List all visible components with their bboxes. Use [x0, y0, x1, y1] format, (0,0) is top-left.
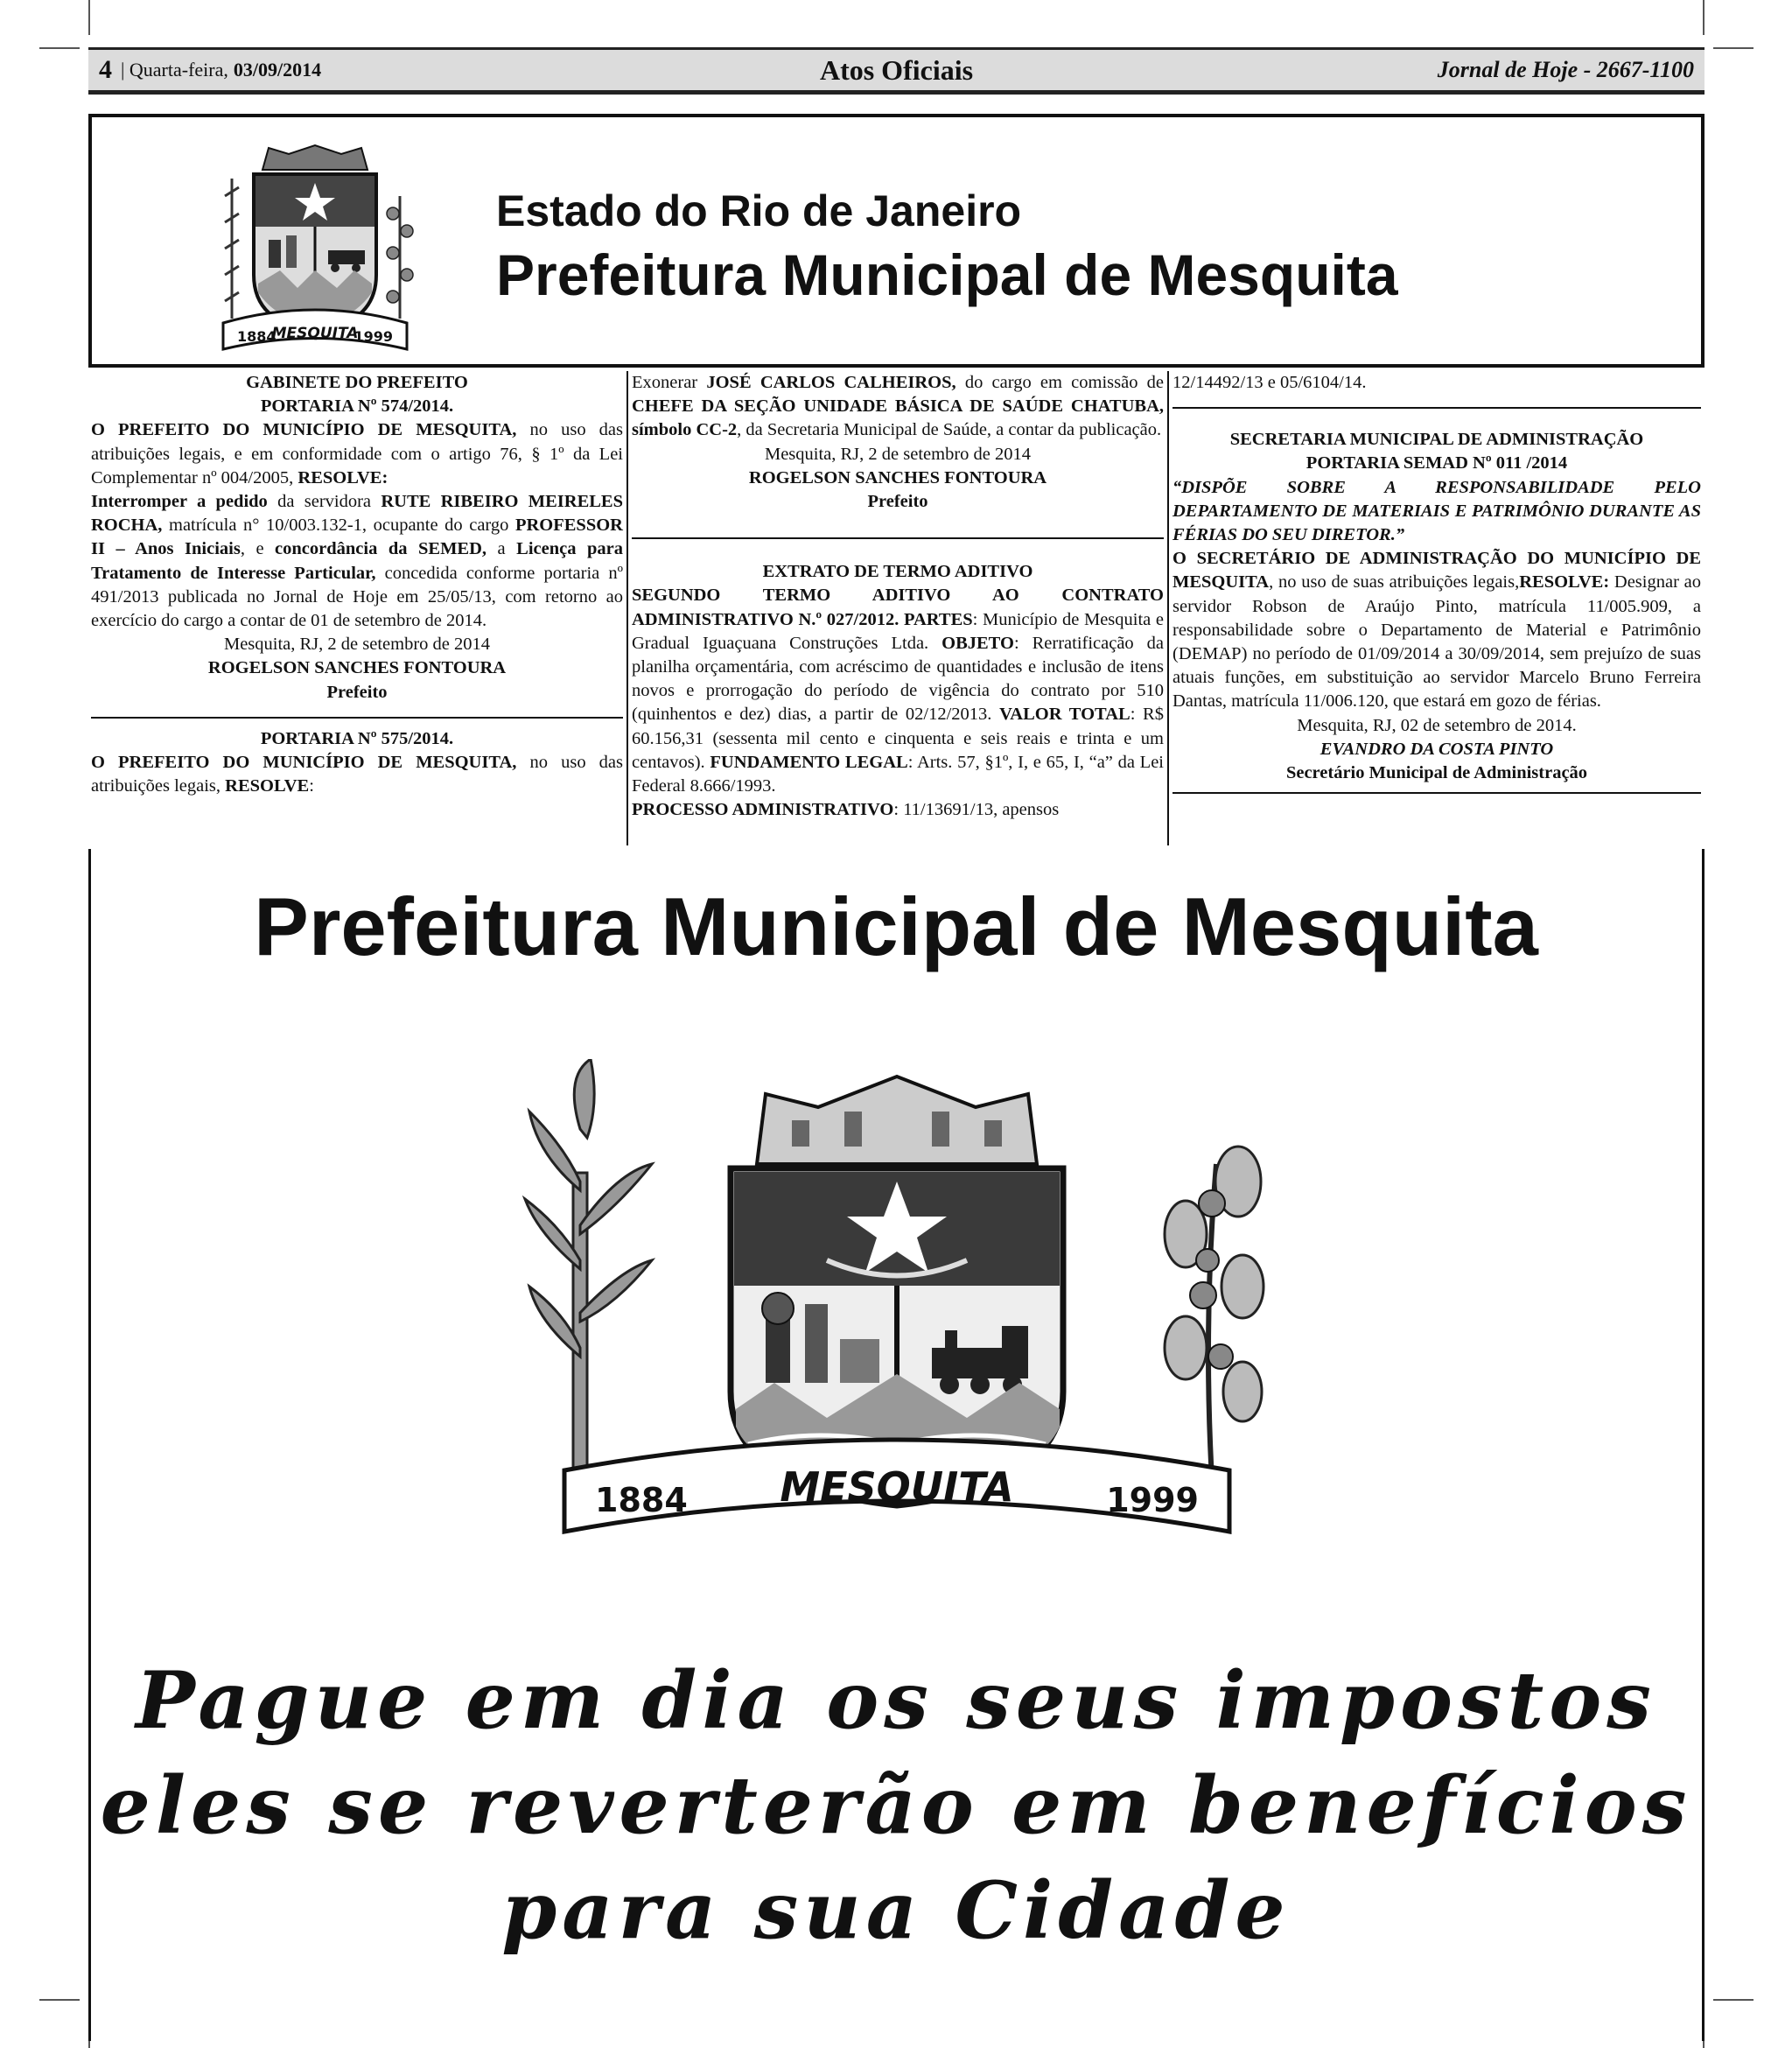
portaria-semad-resolve: RESOLVE: — [1519, 572, 1610, 593]
crop-mark — [39, 47, 80, 49]
extract-body — [632, 584, 1164, 822]
column-1 — [91, 371, 623, 798]
publication-name: Jornal de Hoje - 2667-1100 — [1437, 57, 1694, 82]
portaria-574-text: a — [486, 539, 517, 559]
portaria-575-intro — [91, 751, 623, 798]
extract-continuation: 12/14492/13 e 05/6104/14. — [1172, 373, 1367, 392]
portaria-semad-signer: EVANDRO DA COSTA PINTO — [1320, 739, 1554, 759]
issue-date: 03/09/2014 — [233, 59, 322, 81]
extract-title: EXTRATO DE TERMO ADITIVO — [762, 562, 1033, 582]
portaria-574-place-date: Mesquita, RJ, 2 de setembro de 2014 — [223, 635, 491, 655]
portaria-semad-body — [1172, 547, 1701, 713]
portaria-575-title: PORTARIA Nº 575/2014. — [260, 728, 454, 748]
extract-text: : R$ 60.156,31 (sessenta mil cento e cinquenta e seis reais e trinta e um centavos). — [632, 705, 1164, 772]
masthead — [88, 114, 1704, 368]
crop-mark — [1713, 47, 1754, 49]
column-divider — [626, 371, 628, 845]
portaria-575-text: do cargo em comissão de — [956, 373, 1165, 392]
portaria-575-text: no uso das atribuições legais, — [91, 753, 623, 796]
page-number: 4 — [99, 55, 112, 84]
portaria-574-signer-role: Prefeito — [326, 682, 388, 702]
portaria-574-action: Interromper a pedido — [91, 492, 268, 512]
portaria-575-servant-name: JOSÉ CARLOS CALHEIROS, — [706, 373, 956, 392]
running-header — [88, 47, 1704, 95]
portaria-574-text: matrícula n° 10/003.132-1, ocupante do cargo — [162, 516, 515, 536]
crop-mark — [39, 1999, 80, 2001]
divider — [632, 537, 1164, 539]
seal-year-left: 1884 — [237, 328, 276, 345]
portaria-semad-place-date: Mesquita, RJ, 02 de setembro de 2014. — [1297, 715, 1577, 735]
portaria-575-colon: : — [309, 776, 314, 796]
weekday: | Quarta-feira, — [121, 59, 228, 81]
spacer — [1172, 417, 1701, 428]
portaria-574-text: da servidora — [267, 492, 382, 512]
seal-name: MESQUITA — [780, 1463, 1014, 1511]
portaria-575-text: Exonerar — [632, 373, 707, 392]
crop-mark — [88, 0, 90, 35]
extract-text: : Rerratificação da planilha orçamentária, com acréscimo de quantidades e inclusão de itens novos e prorrogação do período de vigência do contrato por 510 (quinhentos e dez) dias, a partir de 02/12/2013. — [632, 633, 1164, 725]
extract-text: : Município de Mesquita e Gradual Iguaçuana Construções Ltda. — [632, 609, 1164, 653]
portaria-574-servant-name: RUTE RIBEIRO MEIRELES ROCHA, — [91, 492, 623, 536]
portaria-574-lead: O PREFEITO DO MUNICÍPIO DE MESQUITA, — [91, 420, 517, 440]
coat-of-arms-icon — [206, 144, 424, 358]
portaria-574-title: PORTARIA Nº 574/2014. — [260, 396, 454, 417]
coat-of-arms-icon — [512, 1059, 1282, 1540]
portaria-semad-signer-role: Secretário Municipal de Administração — [1285, 763, 1588, 783]
portaria-575-text: , da Secretaria Municipal de Saúde, a contar da publicação. — [737, 420, 1162, 440]
seal-name: MESQUITA — [271, 325, 359, 342]
portaria-574-signer: ROGELSON SANCHES FONTOURA — [207, 658, 507, 678]
divider — [91, 717, 623, 719]
portaria-575-position: CHEFE DA SEÇÃO UNIDADE BÁSICA DE SAÚDE CHATUBA, símbolo CC-2 — [632, 396, 1164, 440]
portaria-semad-text: , no uso de suas atribuições legais, — [1269, 572, 1520, 593]
section-title: Atos Oficiais — [819, 53, 974, 86]
spacer — [632, 548, 1164, 560]
advertisement-title: Prefeitura Municipal de Mesquita — [254, 880, 1538, 972]
portaria-574-text: , e — [240, 539, 276, 559]
column-divider — [1167, 371, 1169, 845]
portaria-574-text: concedida conforme portaria nº 491/2013 publicada no Jornal de Hoje em 25/05/13, com retorno ao exercício do cargo a contar de 01 de setembro de 2014. — [91, 563, 623, 631]
portaria-574-role: PROFESSOR II – Anos Iniciais — [91, 516, 623, 559]
portaria-574-concordance: concordância da SEMED, — [275, 539, 487, 559]
crop-mark — [1703, 0, 1704, 35]
portaria-574-license: Licença para Tratamento de Interesse Particular, — [91, 539, 623, 583]
portaria-semad-lead: O SECRETÁRIO DE ADMINISTRAÇÃO DO MUNICÍPIO DE MESQUITA — [1172, 549, 1701, 593]
portaria-574-text: no uso das atribuições legais, e em conformidade com o artigo 76, § 1º da Lei Complementar nº 004/2005, — [91, 420, 623, 487]
secretariat-heading: SECRETARIA MUNICIPAL DE ADMINISTRAÇÃO — [1229, 430, 1644, 450]
column-3 — [1172, 371, 1701, 803]
portaria-575-body — [632, 371, 1164, 443]
portaria-574-resolve: RESOLVE: — [298, 467, 388, 487]
portaria-575-lead: O PREFEITO DO MUNICÍPIO DE MESQUITA, — [91, 753, 517, 773]
extract-label-objeto: OBJETO — [942, 633, 1014, 653]
portaria-575-resolve: RESOLVE — [225, 776, 310, 796]
portaria-semad-ementa: “DISPÕE SOBRE A RESPONSABILIDADE PELO DEPARTAMENTO DE MATERIAIS E PATRIMÔNIO DURANTE AS FÉRIAS DO SEU DIRETOR.” — [1172, 477, 1701, 545]
divider — [1172, 407, 1701, 409]
extract-text: : 11/13691/13, apensos — [893, 800, 1060, 820]
slogan-line: eles se reverterão em benefícios — [100, 1759, 1692, 1852]
extract-heading: SEGUNDO TERMO ADITIVO AO CONTRATO ADMINISTRATIVO N.º 027/2012. PARTES — [632, 586, 1164, 629]
portaria-574-body — [91, 418, 623, 633]
extract-label-fundamento: FUNDAMENTO LEGAL — [710, 752, 908, 772]
running-header-left — [99, 55, 711, 85]
extract-text: : Arts. 57, §1º, I, e 65, I, “a” da Lei Federal 8.666/1993. — [632, 752, 1164, 796]
official-acts-columns — [91, 371, 1701, 845]
portaria-575-signer-role: Prefeito — [867, 492, 928, 512]
seal-year-left: 1884 — [595, 1481, 688, 1519]
portaria-semad-text: Designar ao servidor Robson de Araújo Pinto, matrícula 11/005.909, a responsabilidade sobre o Departamento de Material e Patrimônio (DEMAP) no período de 01/09/2014 a 30/09/2014, sem prejuízo de suas atuais funções, em substituição ao servidor Marcelo Bruno Ferreira Dantas, matrícula 11/006.120, que estará em gozo de férias. — [1172, 572, 1701, 712]
seal-year-right: 1999 — [354, 328, 393, 345]
divider — [1172, 792, 1701, 794]
slogan-line: para sua Cidade — [501, 1864, 1291, 1957]
masthead-title: Prefeitura Municipal de Mesquita — [496, 242, 1398, 307]
seal-year-right: 1999 — [1106, 1481, 1199, 1519]
portaria-575-signer: ROGELSON SANCHES FONTOURA — [748, 467, 1047, 487]
portaria-semad-title: PORTARIA SEMAD Nº 011 /2014 — [1306, 453, 1568, 473]
masthead-subtitle: Estado do Rio de Janeiro — [496, 186, 1022, 235]
portaria-575-place-date: Mesquita, RJ, 2 de setembro de 2014 — [764, 444, 1032, 464]
department-heading: GABINETE DO PREFEITO — [246, 373, 468, 392]
crop-mark — [1713, 1999, 1754, 2001]
extract-label-processo: PROCESSO ADMINISTRATIVO — [632, 800, 894, 820]
slogan-line: Pague em dia os seus impostos — [136, 1654, 1656, 1747]
extract-label-valor: VALOR TOTAL — [999, 705, 1130, 725]
column-2 — [632, 371, 1164, 822]
